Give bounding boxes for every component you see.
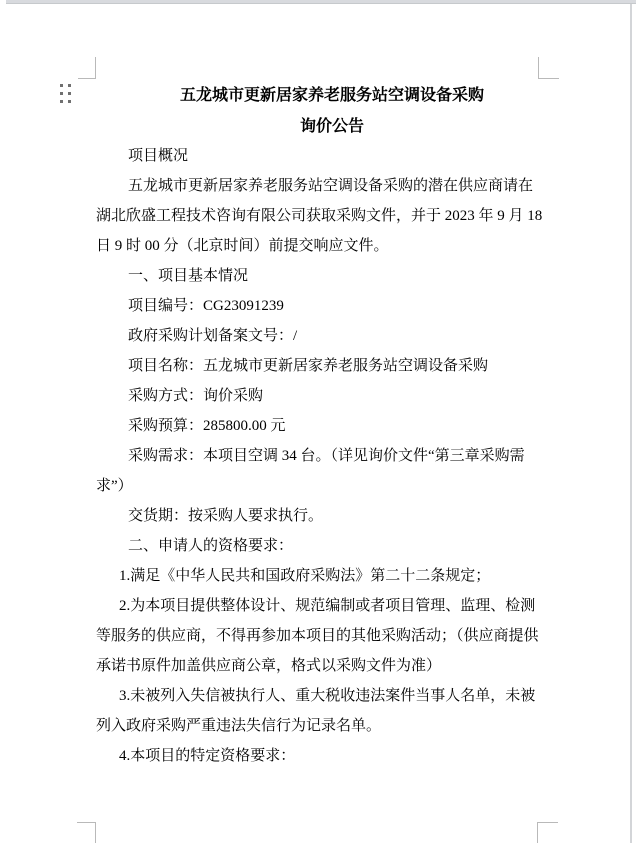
text-line: 3.未被列入失信被执行人、重大税收违法案件当事人名单，未被 bbox=[119, 688, 536, 704]
text-line: 一、项目基本情况 bbox=[128, 268, 249, 284]
text-line: 承诺书原件加盖供应商公章，格式以采购文件为准） bbox=[96, 658, 442, 674]
text-line: 1.满足《中华人民共和国政府采购法》第二十二条规定； bbox=[119, 568, 491, 584]
text-line: 湖北欣盛工程技术咨询有限公司获取采购文件，并于 2023 年 9 月 18 bbox=[96, 208, 543, 224]
window-right-edge bbox=[630, 4, 632, 843]
text-line: 采购需求：本项目空调 34 台。（详见询价文件“第三章采购需 bbox=[128, 448, 525, 464]
text-line: 二、申请人的资格要求： bbox=[128, 538, 294, 554]
margin-crop-mark-bottom-left bbox=[95, 822, 96, 843]
text-line: 2.为本项目提供整体设计、规范编制或者项目管理、监理、检测 bbox=[119, 598, 536, 614]
document-body bbox=[96, 141, 543, 771]
text-line: 五龙城市更新居家养老服务站空调设备采购的潜在供应商请在 bbox=[128, 178, 534, 194]
six-dot-drag-handle-icon[interactable] bbox=[60, 84, 71, 103]
document-title bbox=[96, 80, 540, 142]
text-line: 求”） bbox=[96, 478, 133, 494]
margin-crop-mark-top-right bbox=[538, 78, 559, 79]
text-line: 采购预算：285800.00 元 bbox=[128, 418, 286, 434]
text-line: 4.本项目的特定资格要求： bbox=[119, 748, 296, 764]
handle-dot bbox=[68, 84, 71, 87]
margin-crop-mark-top-left bbox=[78, 78, 96, 79]
text-line: 采购方式：询价采购 bbox=[128, 388, 264, 404]
text-line: 交货期：按采购人要求执行。 bbox=[128, 508, 324, 524]
margin-crop-mark-bottom-left bbox=[77, 822, 96, 823]
margin-crop-mark-top-right bbox=[538, 57, 539, 79]
text-line: 项目编号：CG23091239 bbox=[128, 298, 284, 314]
handle-dot bbox=[68, 100, 71, 103]
handle-dot bbox=[60, 100, 63, 103]
window-top-edge bbox=[6, 0, 636, 4]
margin-crop-mark-bottom-right bbox=[537, 822, 558, 823]
text-line: 等服务的供应商，不得再参加本项目的其他采购活动；（供应商提供 bbox=[96, 628, 539, 644]
text-line: 项目名称：五龙城市更新居家养老服务站空调设备采购 bbox=[128, 358, 489, 374]
handle-dot bbox=[60, 84, 63, 87]
title-line-2: 询价公告 bbox=[299, 118, 364, 135]
margin-crop-mark-bottom-right bbox=[537, 822, 538, 843]
title-line-1: 五龙城市更新居家养老服务站空调设备采购 bbox=[179, 87, 484, 104]
handle-dot bbox=[60, 92, 63, 95]
text-line: 列入政府采购严重违法失信行为记录名单。 bbox=[96, 718, 382, 734]
text-line: 政府采购计划备案文号：/ bbox=[128, 328, 298, 344]
margin-crop-mark-top-left bbox=[95, 57, 96, 79]
text-line: 项目概况 bbox=[128, 148, 189, 164]
handle-dot bbox=[68, 92, 71, 95]
text-line: 日 9 时 00 分（北京时间）前提交响应文件。 bbox=[96, 238, 389, 254]
